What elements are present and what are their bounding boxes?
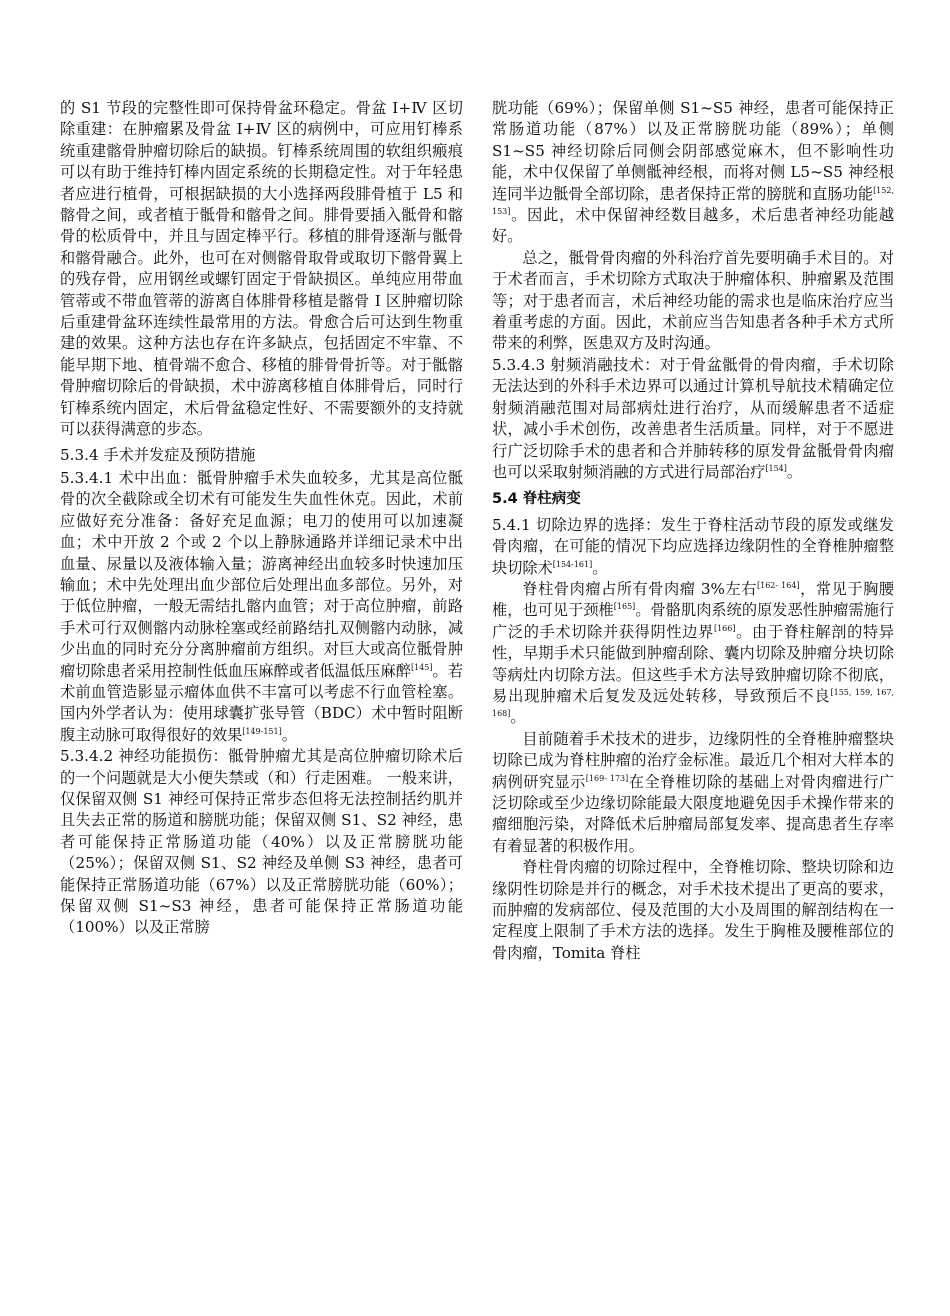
paragraph-text: 。若术前血管造影显示瘤体血供不丰富可以考虑不行血管栓塞。国内外学者认为：使用球囊扩张导管（BDC）术中暂时阻断腹主动脉可取得很好的效果 — [60, 661, 464, 744]
section-heading-5-3-4: 5.3.4 手术并发症及预防措施 — [60, 445, 256, 464]
paragraph: 的 S1 节段的完整性即可保持骨盆环稳定。骨盆 I+Ⅳ 区切除重建：在肿瘤累及骨盆 I+Ⅳ 区的病例中，可应用钉棒系统重建髂骨肿瘤切除后的缺损。钉棒系统周围的软组织瘢痕可以有助于维持钉棒内固定系统的长期稳定性。对于年轻患者应进行植骨，可根据缺损的大小选择两段腓骨植于 L5 和髂骨之间，或者植于骶骨和髂骨之间。腓骨要插入骶骨和髂骨的松质骨中，并且与固定棒平行。移植的腓骨逐渐与骶骨和髂骨融合。此外，也可在对侧髂骨取骨或取切下髂骨翼上的残存骨，应用钢丝或螺钉固定于骨缺损区。单纯应用带血管蒂或不带血管蒂的游离自体腓骨移植是髂骨 I 区肿瘤切除后重建骨盆环连续性最常用的方法。骨愈合后可达到生物重建的效果。这种方法也存在许多缺点，包括固定不牢靠、不能早期下地、植骨端不愈合、移植的腓骨骨折等。对于骶髂骨肿瘤切除后的骨缺损，术中游离移植自体腓骨后，同时行钉棒系统内固定，术后骨盆稳定性好、不需要额外的支持就可以获得满意的步态。 — [60, 99, 463, 439]
paragraph-text: 。 — [592, 558, 608, 577]
paragraph — [492, 98, 894, 248]
paragraph-text: 目前随着手术技术的进步，边缘阴性的全脊椎肿瘤整块切除已成为脊柱肿瘤的治疗金标准。最近几个相对大样本的病例研究显示 — [492, 729, 894, 791]
paragraph-text: 。 — [786, 462, 803, 481]
citation: [166] — [713, 623, 736, 633]
citation: [155, 159, 167, 168] — [492, 687, 894, 719]
citation: [169- 173] — [585, 773, 629, 783]
citation: [154-161] — [552, 559, 593, 569]
citation: [162- 164] — [757, 580, 800, 590]
paragraph-5-3-4-3 — [492, 355, 894, 483]
left-column — [60, 98, 463, 939]
paragraph: 脊柱骨肉瘤的切除过程中，全脊椎切除、整块切除和边缘阴性切除是并行的概念，对手术技术提出了更高的要求，而肿瘤的发病部位、侵及范围的大小及周围的解剖结构在一定程度上限制了手术方法的选择。发生于胸椎及腰椎部位的骨肉瘤，Tomita 脊柱 — [492, 858, 894, 962]
citation: [149-151] — [242, 726, 282, 736]
paragraph — [492, 579, 894, 729]
citation: [145] — [410, 662, 433, 672]
paragraph-5-3-4-1 — [60, 468, 463, 746]
paragraph-text: 。 — [281, 725, 297, 744]
citation: [152, 153] — [492, 185, 894, 217]
paragraph-text: 在全脊椎切除的基础上对骨肉瘤进行广泛切除或至少边缘切除能最大限度地避免因手术操作带来的瘤细胞污染，对降低术后肿瘤局部复发率、提高患者生存率有着显著的积极作用。 — [492, 772, 895, 855]
paragraph-5-3-4-2: 5.3.4.2 神经功能损伤：骶骨肿瘤尤其是高位肿瘤切除术后的一个问题就是大小便失禁或（和）行走困难。 一般来讲，仅保留双侧 S1 神经可保持正常步态但将无法控制括约肌并且失去正常的肠道和膀胱功能；保留双侧 S1、S2 神经，患者可能保持正常肠道功能（40%）以及正常膀胱功能（25%）；保留双侧 S1、S2 神经及单侧 S3 神经，患者可能保持正常肠道功能（67%）以及正常膀胱功能（60%）；保留双侧 S1~S3 神经，患者可能保持正常肠道功能（100%）以及正常膀 — [60, 747, 463, 937]
paragraph-text: 5.3.4.1 术中出血：骶骨肿瘤手术失血较多，尤其是高位骶骨的次全截除或全切术有可能发生失血性休克。因此，术前应做好充分准备：备好充足血源；电刀的使用可以加速凝血；术中开放 2 个或 2 个以上静脉通路并详细记录术中出血量、尿量以及液体输入量；游离神经出血较多时快速加压输血；术中先处理出血少部位后处理出血多部位。另外，对于低位肿瘤，一般无需结扎髂内血管；对于高位肿瘤，前路手术可行双侧髂内动脉栓塞或经前路结扎双侧髂内动脉，减少出血的同时充分分离肿瘤前方组织。对巨大或高位骶骨肿瘤切除患者采用控制性低血压麻醉或者低温低压麻醉 — [60, 468, 463, 680]
paragraph-text: 胱功能（69%）；保留单侧 S1~S5 神经，患者可能保持正常肠道功能（87%）以及正常膀胱功能（89%）；单侧 S1~S5 神经切除后同侧会阴部感觉麻木，但不影响性功能，术中仅保留了单侧骶神经根，而将对侧 L5~S5 神经根连同半边骶骨全部切除，患者保持正常的膀胱和直肠功能 — [492, 99, 894, 203]
paragraph-text: 。 — [510, 708, 526, 727]
paragraph-text: 脊柱骨肉瘤占所有骨肉瘤 3%左右 — [522, 579, 757, 598]
paragraph-5-4-1 — [492, 515, 894, 579]
right-column — [492, 98, 894, 964]
paragraph-text: 。因此，术中保留神经数目越多，术后患者神经功能越好。 — [492, 206, 894, 246]
paragraph-text: 。由于脊柱解剖的特异性，早期手术只能做到肿瘤刮除、囊内切除及肿瘤分块切除等病灶内切除方法。但这些手术方法导致肿瘤切除不彻底，易出现肿瘤术后复发及远处转移，导致预后不良 — [492, 622, 895, 705]
paragraph-text: ，常见于胸腰椎，也可见于颈椎 — [492, 579, 895, 620]
citation: [165] — [613, 602, 636, 612]
paragraph-text: 5.4.1 切除边界的选择：发生于脊柱活动节段的原发或继发骨肉瘤，在可能的情况下均应选择边缘阴性的全脊椎肿瘤整块切除术 — [492, 515, 894, 577]
section-heading-5-4: 5.4 脊柱病变 — [492, 491, 581, 508]
paragraph-text: 5.3.4.3 射频消融技术：对于骨盆骶骨的骨肉瘤，手术切除无法达到的外科手术边界可以通过计算机导航技术精确定位射频消融范围对局部病灶进行治疗，从而缓解患者不适症状，减小手术创伤，改善患者生活质量。同样，对于不愿进行广泛切除手术的患者和合并肺转移的原发骨盆骶骨骨肉瘤也可以采取射频消融的方式进行局部治疗 — [492, 355, 894, 481]
paragraph — [492, 729, 894, 857]
paragraph: 总之，骶骨骨肉瘤的外科治疗首先要明确手术目的。对于术者而言，手术切除方式取决于肿瘤体积、肿瘤累及范围等；对于患者而言，术后神经功能的需求也是临床治疗应当着重考虑的方面。因此，术前应当告知患者各种手术方式所带来的利弊，医患双方及时沟通。 — [492, 248, 894, 353]
paragraph-text: 。骨骼肌肉系统的原发恶性肿瘤需施行广泛的手术切除并获得阴性边界 — [492, 601, 895, 641]
citation: [154] — [765, 463, 787, 473]
